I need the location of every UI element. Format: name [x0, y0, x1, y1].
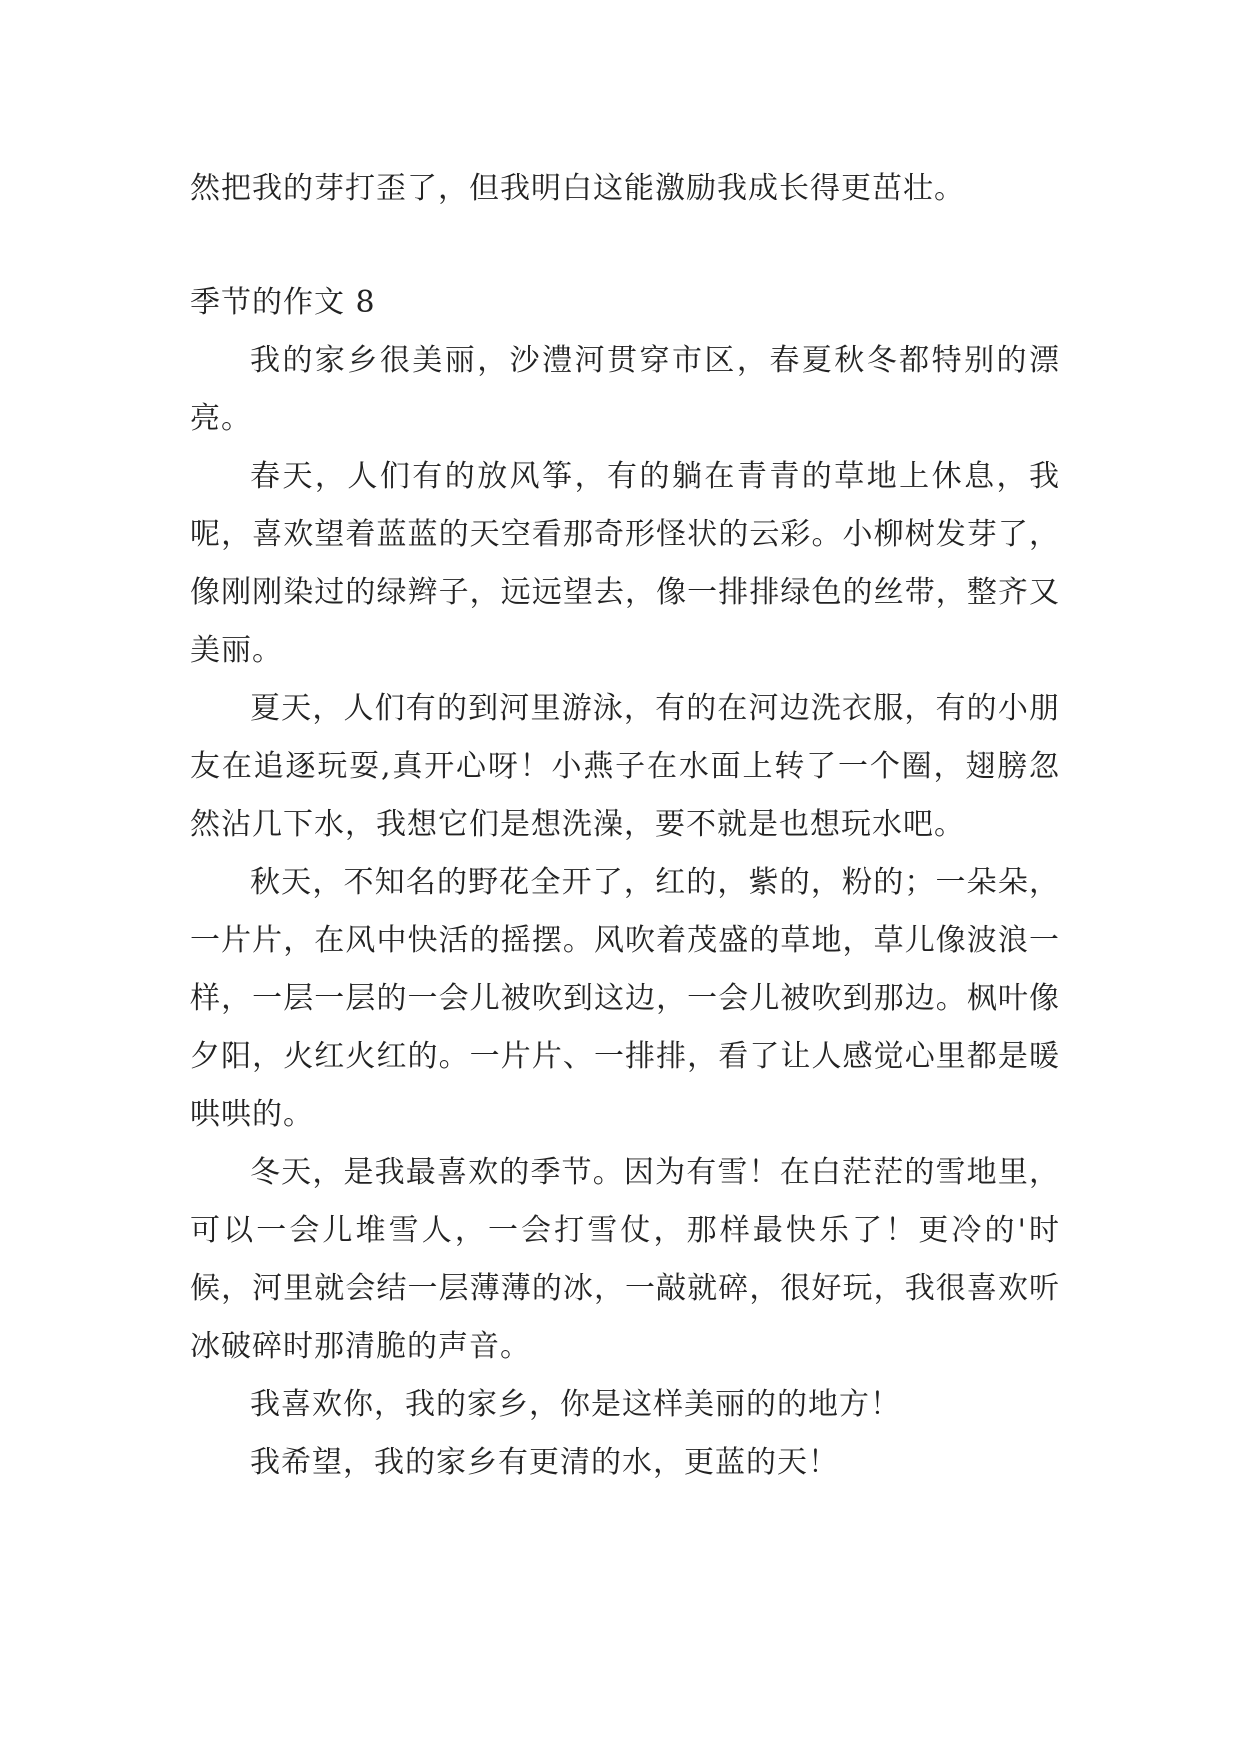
paragraph-winter: 冬天，是我最喜欢的季节。因为有雪！在白茫茫的雪地里，可以一会儿堆雪人，一会打雪仗，那样最快乐了！更冷的'时候，河里就会结一层薄薄的冰，一敲就碎，很好玩，我很喜欢听冰破碎时那清脆的声音。 — [190, 1155, 1060, 1364]
paragraph-love-hometown: 我喜欢你，我的家乡，你是这样美丽的的地方！ — [250, 1387, 901, 1422]
document-body — [190, 160, 1060, 1492]
paragraph-summer: 夏天，人们有的到河里游泳，有的在河边洗衣服，有的小朋友在追逐玩耍,真开心呀！小燕子在水面上转了一个圈，翅膀忽然沾几下水，我想它们是想洗澡，要不就是也想玩水吧。 — [190, 691, 1060, 842]
continuation-paragraph: 然把我的芽打歪了，但我明白这能激励我成长得更茁壮。 — [190, 171, 965, 206]
paragraph-hope: 我希望，我的家乡有更清的水，更蓝的天！ — [250, 1445, 839, 1480]
essay-title: 季节的作文 8 — [190, 285, 376, 320]
paragraph-spring: 春天，人们有的放风筝，有的躺在青青的草地上休息，我呢，喜欢望着蓝蓝的天空看那奇形怪状的云彩。小柳树发芽了，像刚刚染过的绿辫子，远远望去，像一排排绿色的丝带，整齐又美丽。 — [190, 459, 1060, 668]
paragraph-intro: 我的家乡很美丽，沙澧河贯穿市区，春夏秋冬都特别的漂亮。 — [190, 343, 1060, 436]
paragraph-autumn: 秋天，不知名的野花全开了，红的，紫的，粉的；一朵朵，一片片，在风中快活的摇摆。风吹着茂盛的草地，草儿像波浪一样，一层一层的一会儿被吹到这边，一会儿被吹到那边。枫叶像夕阳，火红火红的。一片片、一排排，看了让人感觉心里都是暖哄哄的。 — [190, 865, 1060, 1132]
